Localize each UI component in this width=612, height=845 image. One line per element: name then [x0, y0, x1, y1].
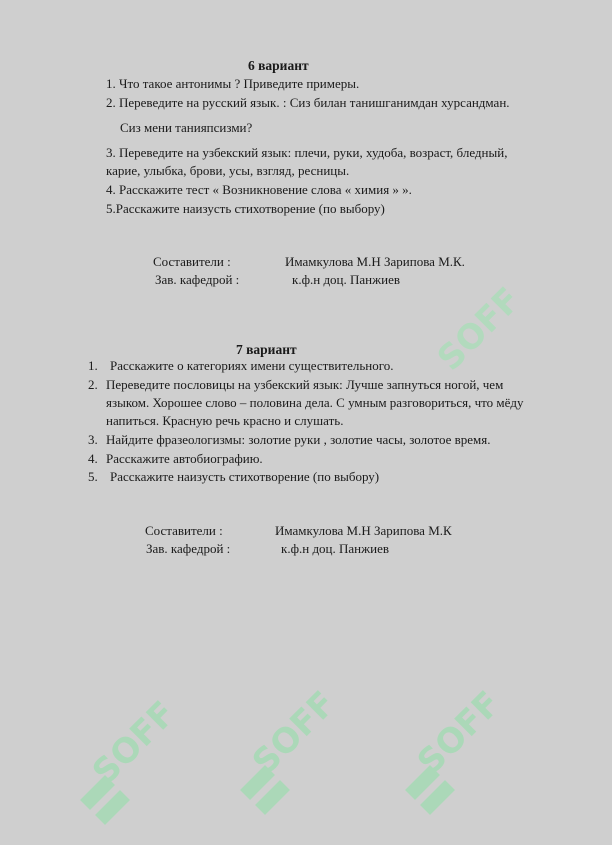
variant6-q1: 1. Что такое антонимы ? Приведите примеры.	[106, 76, 360, 91]
variant7-compilers-label: Составители :	[145, 523, 223, 538]
svg-text:SOFF: SOFF	[84, 693, 184, 793]
variant6-compilers: Имамкулова М.Н Зарипова М.К.	[285, 254, 465, 269]
item-text: Переведите пословицы на узбекский язык: Лучше запнуться ногой, чем	[106, 377, 504, 392]
svg-text:SOFF: SOFF	[409, 683, 509, 783]
item-text: Расскажите наизусть стихотворение (по выбору)	[110, 469, 380, 484]
item-text: языком. Хорошее слово – половина дела. С умным разговориться, что мёду	[106, 395, 524, 410]
variant7-head-label: Зав. кафедрой :	[146, 541, 231, 556]
variant6-q2b: Сиз мени танияпсизми?	[120, 120, 253, 135]
soff-logo-icon	[60, 690, 210, 840]
variant7-compilers: Имамкулова М.Н Зарипова М.К	[275, 523, 452, 538]
item-text: Расскажите о категориях имени существительного.	[110, 358, 394, 373]
variant7-head: к.ф.н доц. Панжиев	[281, 541, 389, 556]
variant7-title: 7 вариант	[236, 342, 297, 357]
variant7-item-3	[88, 432, 568, 448]
variant6-q2: 2. Переведите на русский язык. : Сиз билан танишганимдан хурсандман.	[106, 95, 510, 110]
item-number: 1.	[88, 358, 98, 373]
variant6-title: 6 вариант	[248, 58, 309, 73]
variant6-q3a: 3. Переведите на узбекский язык: плечи, руки, худоба, возраст, бледный,	[106, 145, 508, 160]
soff-logo-icon	[385, 680, 535, 830]
item-number: 3.	[88, 432, 98, 447]
item-text: Расскажите автобиографию.	[106, 451, 263, 466]
variant6-q3b: карие, улыбка, брови, усы, взгляд, ресницы.	[106, 163, 350, 178]
variant6-compilers-label: Составители :	[153, 254, 231, 269]
soff-logo-icon	[220, 680, 370, 830]
variant7-item-5	[88, 469, 568, 485]
item-text: напиться. Красную речь красно и слушать.	[106, 413, 344, 428]
variant7-item-4	[88, 451, 568, 467]
variant6-head-label: Зав. кафедрой :	[155, 272, 240, 287]
variant6-head: к.ф.н доц. Панжиев	[292, 272, 400, 287]
svg-text:SOFF: SOFF	[244, 683, 344, 783]
variant6-q5: 5.Расскажите наизусть стихотворение (по выбору)	[106, 201, 385, 216]
item-text: Найдите фразеологизмы: золотие руки , золотие часы, золотое время.	[106, 432, 491, 447]
soff-logo-icon	[405, 255, 555, 405]
item-number: 5.	[88, 469, 98, 484]
svg-text:SOFF: SOFF	[429, 279, 529, 379]
item-number: 2.	[88, 377, 98, 392]
item-number: 4.	[88, 451, 98, 466]
variant6-q4: 4. Расскажите тест « Возникновение слова « химия » ».	[106, 182, 412, 197]
